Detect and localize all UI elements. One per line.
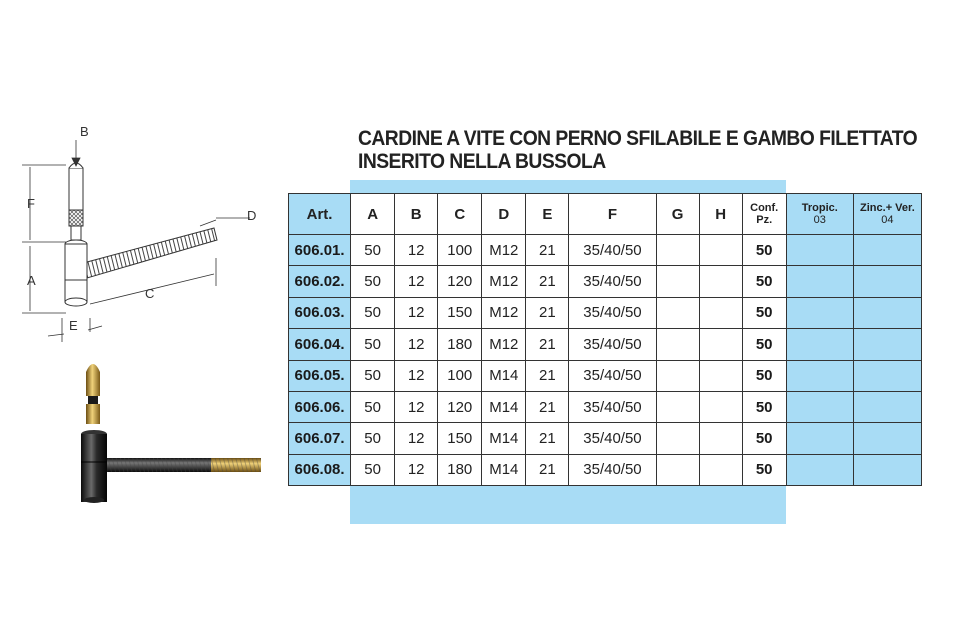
cell-h <box>699 360 742 391</box>
cell-conf: 50 <box>742 297 786 328</box>
cell-zinc <box>853 391 921 422</box>
cell-f: 35/40/50 <box>569 297 656 328</box>
cell-d: M14 <box>482 391 526 422</box>
dim-label-f: F <box>27 196 35 211</box>
cell-f: 35/40/50 <box>569 423 656 454</box>
pin-outline <box>69 163 83 240</box>
cell-g <box>656 266 699 297</box>
cell-art: 606.02. <box>289 266 351 297</box>
cell-a: 50 <box>351 423 395 454</box>
table-row <box>289 266 922 297</box>
cell-b: 12 <box>395 235 438 266</box>
cell-f: 35/40/50 <box>569 266 656 297</box>
cell-e: 21 <box>526 329 569 360</box>
cell-tropic <box>786 235 853 266</box>
dim-label-c: C <box>145 286 155 301</box>
cell-conf: 50 <box>742 360 786 391</box>
cell-f: 35/40/50 <box>569 329 656 360</box>
cell-h <box>699 329 742 360</box>
cell-tropic <box>786 391 853 422</box>
cell-tropic <box>786 423 853 454</box>
cell-d: M12 <box>482 235 526 266</box>
cell-tropic <box>786 266 853 297</box>
cell-g <box>656 423 699 454</box>
header-c: C <box>438 194 482 235</box>
cell-d: M14 <box>482 454 526 485</box>
cell-f: 35/40/50 <box>569 235 656 266</box>
cell-f: 35/40/50 <box>569 360 656 391</box>
cell-h <box>699 423 742 454</box>
cell-g <box>656 235 699 266</box>
table-row <box>289 360 922 391</box>
cell-g <box>656 329 699 360</box>
cell-a: 50 <box>351 360 395 391</box>
cell-d: M12 <box>482 297 526 328</box>
cell-c: 150 <box>438 297 482 328</box>
cell-zinc <box>853 454 921 485</box>
header-g: G <box>656 194 699 235</box>
title-line-1: CARDINE A VITE CON PERNO SFILABILE E GAMBO FILETTATO <box>358 127 918 150</box>
cell-c: 180 <box>438 329 482 360</box>
cell-conf: 50 <box>742 391 786 422</box>
cell-a: 50 <box>351 454 395 485</box>
cell-a: 50 <box>351 391 395 422</box>
cell-e: 21 <box>526 235 569 266</box>
table-row <box>289 235 922 266</box>
table-row <box>289 391 922 422</box>
header-d: D <box>482 194 526 235</box>
cell-e: 21 <box>526 423 569 454</box>
cell-h <box>699 454 742 485</box>
cell-c: 100 <box>438 360 482 391</box>
header-zinc <box>853 194 921 235</box>
cell-a: 50 <box>351 266 395 297</box>
cell-art: 606.03. <box>289 297 351 328</box>
cell-d: M14 <box>482 360 526 391</box>
table-row <box>289 423 922 454</box>
header-e: E <box>526 194 569 235</box>
cell-h <box>699 235 742 266</box>
header-tropic <box>786 194 853 235</box>
cell-zinc <box>853 235 921 266</box>
cell-a: 50 <box>351 329 395 360</box>
cell-d: M12 <box>482 266 526 297</box>
cell-f: 35/40/50 <box>569 454 656 485</box>
header-zinc-line1: Zinc.+ Ver. <box>860 202 915 214</box>
spec-table <box>288 193 922 486</box>
title-line-2: INSERITO NELLA BUSSOLA <box>358 150 606 173</box>
cell-f: 35/40/50 <box>569 391 656 422</box>
cell-tropic <box>786 329 853 360</box>
table-header-row <box>289 194 922 235</box>
cell-e: 21 <box>526 391 569 422</box>
header-zinc-line2: 04 <box>881 214 894 226</box>
cell-c: 100 <box>438 235 482 266</box>
threaded-shank-outline <box>87 228 217 278</box>
cell-b: 12 <box>395 423 438 454</box>
cell-art: 606.04. <box>289 329 351 360</box>
cell-e: 21 <box>526 297 569 328</box>
cell-tropic <box>786 360 853 391</box>
cell-g <box>656 454 699 485</box>
dim-label-e: E <box>69 318 78 333</box>
header-b: B <box>395 194 438 235</box>
header-h: H <box>699 194 742 235</box>
cell-zinc <box>853 266 921 297</box>
cell-g <box>656 360 699 391</box>
header-conf-line1: Conf. <box>750 202 779 214</box>
cell-tropic <box>786 297 853 328</box>
cell-d: M14 <box>482 423 526 454</box>
cell-zinc <box>853 423 921 454</box>
product-title <box>358 127 918 173</box>
bushing-outline <box>65 240 87 306</box>
cell-e: 21 <box>526 266 569 297</box>
cell-art: 606.08. <box>289 454 351 485</box>
dimension-lines <box>22 140 250 342</box>
cell-art: 606.05. <box>289 360 351 391</box>
header-art: Art. <box>289 194 351 235</box>
header-conf <box>742 194 786 235</box>
cell-zinc <box>853 360 921 391</box>
header-conf-line2: Pz. <box>756 214 773 226</box>
header-tropic-line2: 03 <box>813 214 826 226</box>
cell-e: 21 <box>526 454 569 485</box>
cell-c: 150 <box>438 423 482 454</box>
cell-e: 21 <box>526 360 569 391</box>
table-row <box>289 297 922 328</box>
dim-label-d: D <box>247 208 257 223</box>
cell-b: 12 <box>395 266 438 297</box>
cell-conf: 50 <box>742 454 786 485</box>
cell-b: 12 <box>395 297 438 328</box>
product-photo <box>81 364 261 503</box>
header-a: A <box>351 194 395 235</box>
header-f: F <box>569 194 656 235</box>
table-row <box>289 329 922 360</box>
cell-zinc <box>853 329 921 360</box>
cell-h <box>699 391 742 422</box>
cell-c: 180 <box>438 454 482 485</box>
cell-g <box>656 297 699 328</box>
cell-conf: 50 <box>742 423 786 454</box>
cell-d: M12 <box>482 329 526 360</box>
cell-h <box>699 297 742 328</box>
cell-art: 606.07. <box>289 423 351 454</box>
cell-b: 12 <box>395 360 438 391</box>
cell-conf: 50 <box>742 329 786 360</box>
cell-zinc <box>853 297 921 328</box>
table-row <box>289 454 922 485</box>
dim-label-a: A <box>27 273 36 288</box>
cell-a: 50 <box>351 297 395 328</box>
cell-conf: 50 <box>742 266 786 297</box>
cell-b: 12 <box>395 454 438 485</box>
cell-a: 50 <box>351 235 395 266</box>
technical-drawing <box>0 0 280 520</box>
cell-art: 606.01. <box>289 235 351 266</box>
cell-tropic <box>786 454 853 485</box>
cell-b: 12 <box>395 391 438 422</box>
cell-b: 12 <box>395 329 438 360</box>
cell-g <box>656 391 699 422</box>
cell-c: 120 <box>438 266 482 297</box>
header-tropic-line1: Tropic. <box>801 202 838 214</box>
cell-art: 606.06. <box>289 391 351 422</box>
cell-h <box>699 266 742 297</box>
dim-label-b: B <box>80 124 89 139</box>
cell-conf: 50 <box>742 235 786 266</box>
cell-c: 120 <box>438 391 482 422</box>
